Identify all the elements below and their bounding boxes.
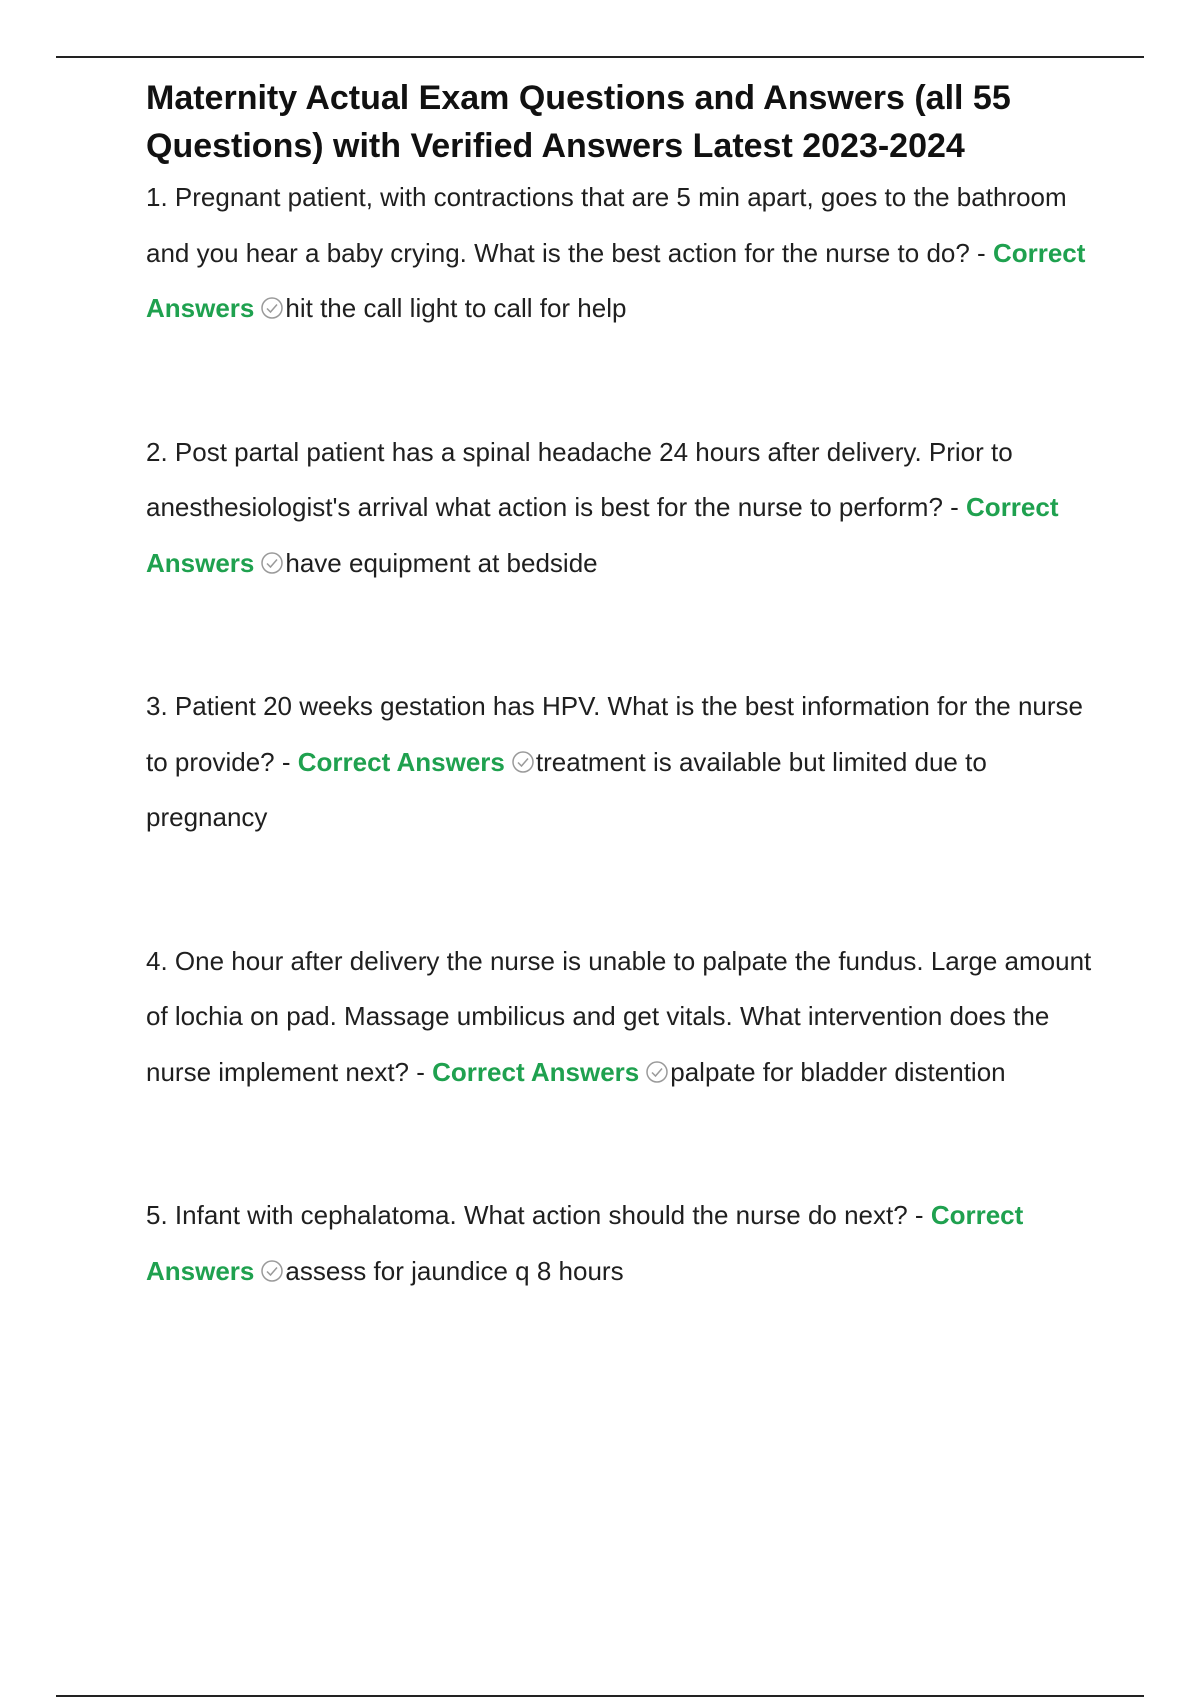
check-circle-icon [645,1048,669,1072]
answer-text: have equipment at bedside [285,547,598,578]
separator: - [274,746,298,777]
correct-answers-label: Correct Answers [432,1056,640,1087]
separator: - [409,1056,433,1087]
answer-text: hit the call light to call for help [285,293,627,323]
answer-text: treatment is available but limited due to pregnancy [146,746,987,832]
question-block [146,1188,1096,1299]
question-text: 3. Patient 20 weeks gestation has HPV. What is the best information for the nurse to provide? [146,691,1084,777]
question-block [146,679,1096,846]
question-text: 5. Infant with cephalatoma. What action should the nurse do next? [146,1200,908,1230]
separator: - [907,1200,931,1230]
separator: - [942,492,967,522]
bottom-rule [56,1695,1144,1697]
question-text: 2. Post partal patient has a spinal headache 24 hours after delivery. Prior to anesthesiologist's arrival what action is best for the nurse to perform? [146,436,1013,522]
correct-answers-label: Correct Answers [297,746,505,777]
check-circle-icon [511,738,535,762]
question-text: 1. Pregnant patient, with contractions that are 5 min apart, goes to the bathroom and you hear a baby crying. What is the best action for the nurse to do? [146,182,1067,268]
correct-answers-label: Correct Answers [146,492,1059,578]
check-circle-icon [260,1247,284,1271]
document-body [146,74,1096,1299]
correct-answers-label: Correct Answers [146,1200,1024,1286]
answer-text: palpate for bladder distention [670,1056,1006,1087]
separator: - [969,237,993,268]
correct-answers-label: Correct Answers [146,237,1086,323]
document-title: Maternity Actual Exam Questions and Answers (all 55 Questions) with Verified Answers Latest 2023-2024 [146,79,1011,165]
check-circle-icon [260,284,284,308]
question-block [146,170,1096,337]
answer-text: assess for jaundice q 8 hours [285,1255,624,1286]
top-rule [56,56,1144,58]
question-block [146,934,1096,1101]
question-text: 4. One hour after delivery the nurse is unable to palpate the fundus. Large amount of lochia on pad. Massage umbilicus and get vitals. What intervention does the nurse implement next? [146,945,1092,1087]
question-block [146,425,1096,592]
check-circle-icon [260,539,284,563]
